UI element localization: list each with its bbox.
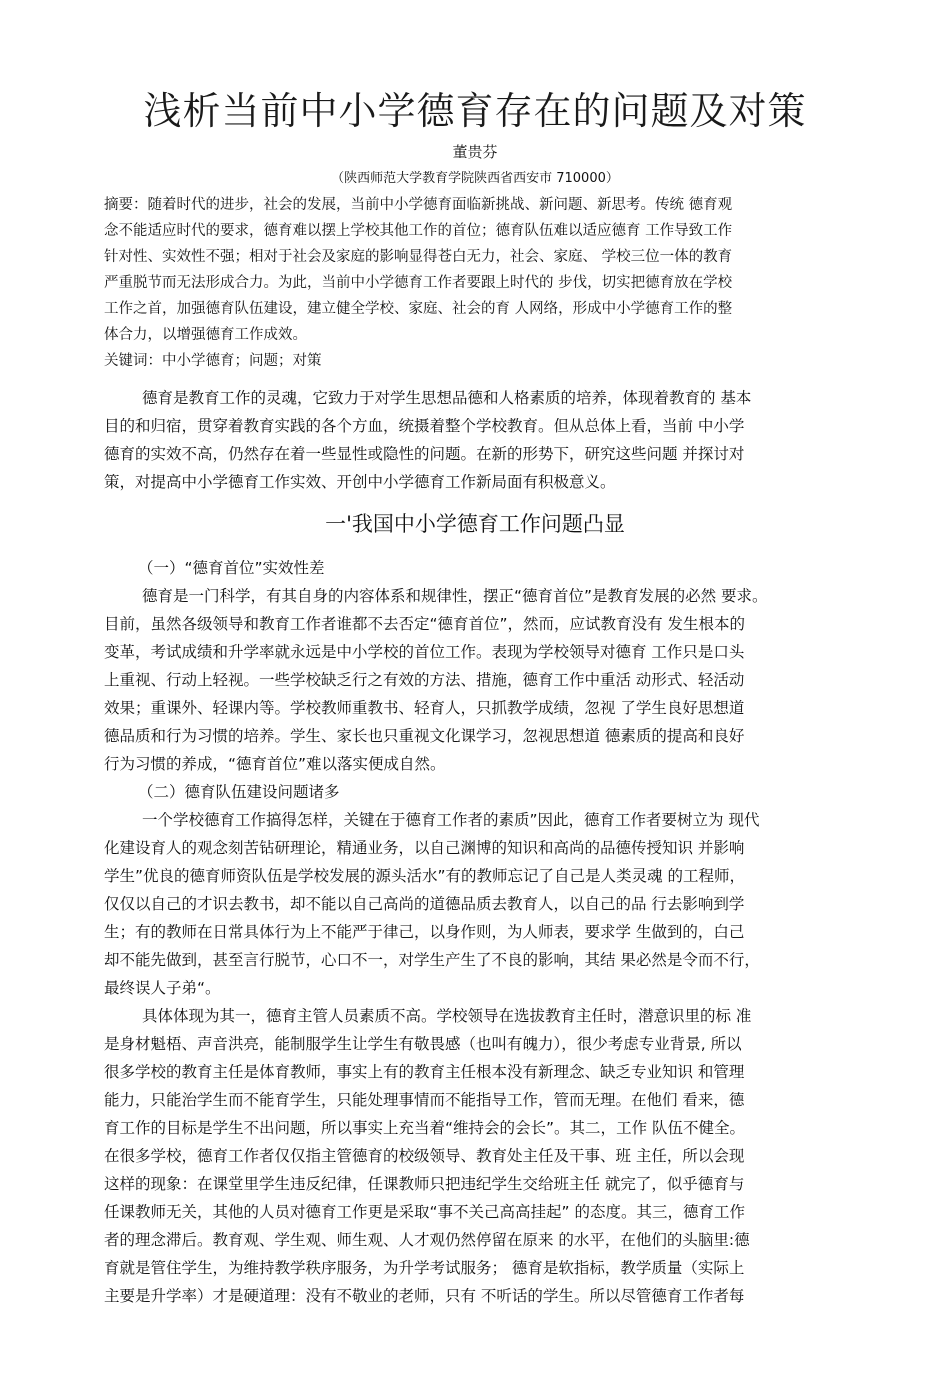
paragraph-line: 德品质和行为习惯的培养。学生、家长也只重视文化课学习，忽视思想道 德素质的提高和良好 (104, 727, 745, 745)
paragraph-line: 一个学校德育工作搞得怎样，关键在于德育工作者的素质”因此，德育工作者要树立为 现代 (142, 811, 760, 829)
paragraph-line: 目的和归宿，贯穿着教育实践的各个方血，统摄着整个学校教育。但从总体上看，当前 中小学 (104, 417, 745, 435)
subsection-heading: （二）德育队伍建设问题诸多 (138, 783, 340, 801)
paragraph-line: 任课教师无关，其他的人员对德育工作更是采取“事不关己高高挂起” 的态度。其三，德育工作 (104, 1203, 745, 1221)
section-heading: 一'我国中小学德育工作问题凸显 (325, 512, 625, 536)
abstract-line: 体合力，以增强德育工作成效。 (104, 327, 307, 343)
paragraph-line: 目前，虽然各级领导和教育工作者谁都不去否定“德育首位”，然而，应试教育没有 发生根本的 (104, 615, 745, 633)
paragraph-line: 却不能先做到，甚至言行脱节，心口不一，对学生产生了不良的影响，其结 果必然是令而不行， (104, 951, 760, 969)
paragraph-line: 在很多学校，德育工作者仅仅指主管德育的校级领导、教育处主任及干事、班 主任，所以会现 (104, 1147, 745, 1165)
paragraph-line: 德育是教育工作的灵魂，它致力于对学生思想品德和人格素质的培养，体现着教育的 基本 (142, 389, 752, 407)
abstract-line: 摘要：随着时代的进步，社会的发展，当前中小学德育面临新挑战、新问题、新思考。传统 德育观 (104, 197, 733, 213)
subsection-2 (104, 778, 849, 1002)
paper-title: 浅析当前中小学德育存在的问题及对策 (143, 89, 807, 133)
paragraph-line: 学生”优良的德育师资队伍是学校发展的源头活水”有的教师忘记了自己是人类灵魂 的工程师， (104, 867, 745, 885)
abstract-line: 念不能适应时代的要求，德育难以摆上学校其他工作的首位；德育队伍难以适应德育 工作导致工作 (104, 223, 733, 239)
abstract-line: 严重脱节而无法形成合力。为此，当前中小学德育工作者要跟上时代的 步伐，切实把德育放在学校 (104, 275, 733, 291)
paragraph-line: 化建设育人的观念刻苦钻研理论，精通业务，以自己渊博的知识和高尚的品德传授知识 并影响 (104, 839, 745, 857)
subsection-heading: （一）“德育首位”实效性差 (138, 559, 325, 577)
paragraph-line: 效果；重课外、轻课内等。学校教师重教书、轻育人，只抓教学成绩，忽视 了学生良好思想道 (104, 699, 745, 717)
paragraph-line: 仅仅以自己的才识去教书，却不能以自己高尚的道德品质去教育人，以自己的品 行去影响到学 (104, 895, 745, 913)
abstract-line: 工作之首，加强德育队伍建设，建立健全学校、家庭、社会的育 人网络，形成中小学德育工作的整 (104, 301, 733, 317)
paragraph-line: 很多学校的教育主任是体育教师，事实上有的教育主任根本没有新理念、缺乏专业知识 和管理 (104, 1063, 745, 1081)
paragraph-line: 策，对提高中小学德育工作实效、开创中小学德育工作新局面有积极意义。 (104, 473, 616, 491)
author-affiliation: （陕西师范大学教育学院陕西省西安市 710000） (331, 171, 619, 186)
paragraph-line: 上重视、行动上轻视。一些学校缺乏行之有效的方法、措施，德育工作中重活 动形式、轻活动 (104, 671, 745, 689)
abstract-block (104, 192, 849, 374)
intro-paragraph (104, 384, 849, 496)
paragraph-line: 这样的现象：在课堂里学生违反纪律，任课教师只把违纪学生交给班主任 就完了，似乎德育与 (104, 1175, 745, 1193)
author-name: 董贵芬 (452, 143, 498, 161)
paragraph-line: 是身材魁梧、声音洪亮，能制服学生让学生有敬畏感（也叫有魄力），很少考虑专业背景, 所以 (104, 1035, 742, 1053)
paragraph-line: 生；有的教师在日常具体行为上不能严于律己，以身作则，为人师表，要求学 生做到的，白己 (104, 923, 745, 941)
paragraph-line: 德育的实效不高，仍然存在着一些显性或隐性的问题。在新的形势下，研究这些问题 并探讨对 (104, 445, 745, 463)
paragraph-line: 者的理念滞后。教育观、学生观、师生观、人才观仍然停留在原来 的水平，在他们的头脑里:德 (104, 1231, 750, 1249)
paragraph-line: 能力，只能治学生而不能育学生，只能处理事情而不能指导工作，管而无理。在他们 看来，德 (104, 1091, 745, 1109)
paragraph-line: 主要是升学率）才是硬道理：没有不敬业的老师，只有 不听话的学生。所以尽管德育工作者每 (104, 1287, 745, 1305)
paragraph-line: 变革，考试成绩和升学率就永远是中小学校的首位工作。表现为学校领导对德育 工作只是口头 (104, 643, 745, 661)
paragraph-line: 德育是一门科学，有其自身的内容体系和规律性，摆正“德育首位”是教育发展的必然 要求。 (142, 587, 768, 605)
paragraph-line: 最终误人子弟“。 (104, 979, 221, 997)
paragraph-line: 育就是管住学生，为维持教学秩序服务，为升学考试服务； 德育是软指标，教学质量（实际上 (104, 1259, 745, 1277)
subsection-1 (104, 554, 849, 778)
body-paragraph (104, 1002, 849, 1310)
paragraph-line: 行为习惯的养成，“德育首位”难以落实便成自然。 (104, 755, 446, 773)
keywords-line: 关键词：中小学德育；问题；对策 (104, 353, 322, 369)
paragraph-line: 育工作的目标是学生不出问题，所以事实上充当着“维持会的会长”。其二，工作 队伍不健全。 (104, 1119, 745, 1137)
paragraph-line: 具体体现为其一，德育主管人员素质不高。学校领导在选拔教育主任时，潜意识里的标 准 (142, 1007, 752, 1025)
abstract-line: 针对性、实效性不强；相对于社会及家庭的影响显得苍白无力，社会、家庭、 学校三位一体的教育 (104, 249, 733, 265)
